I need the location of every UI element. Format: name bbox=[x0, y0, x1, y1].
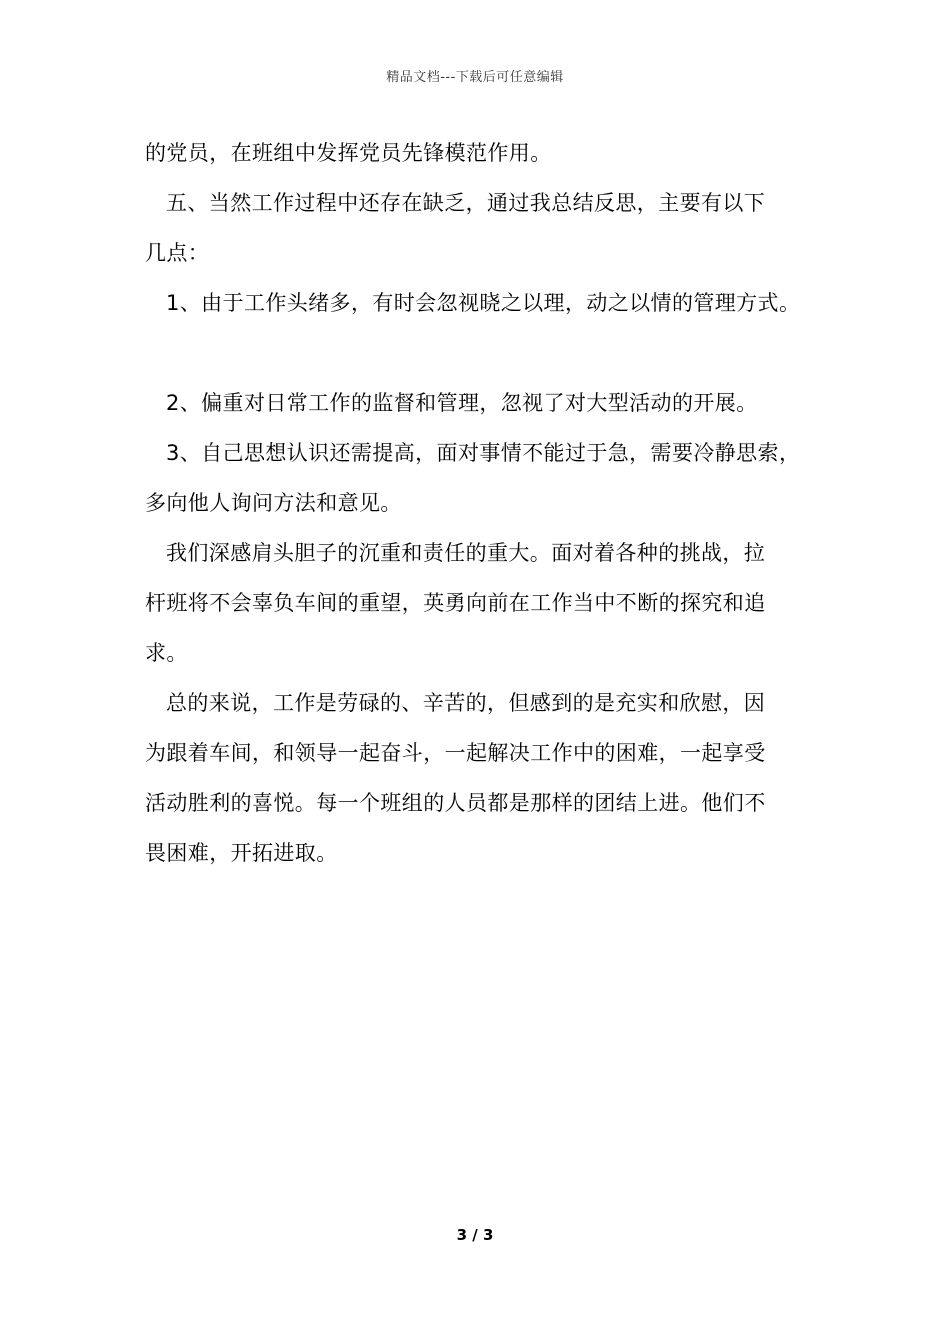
text-line: 的党员，在班组中发挥党员先锋模范作用。 bbox=[145, 141, 552, 165]
page-total: 3 bbox=[482, 1226, 494, 1244]
text-line: 1、由于工作头绪多，有时会忽视晓之以理，动之以情的管理方式。 bbox=[166, 291, 801, 315]
page-separator: / bbox=[472, 1226, 478, 1244]
text-line: 多向他人询问方法和意见。 bbox=[145, 491, 402, 515]
text-line: 求。 bbox=[145, 641, 188, 665]
page-number bbox=[0, 1226, 950, 1244]
document-body bbox=[145, 128, 825, 878]
text-line: 总的来说，工作是劳碌的、辛苦的，但感到的是充实和欣慰，因 bbox=[166, 691, 766, 715]
page-current: 3 bbox=[456, 1226, 468, 1244]
text-line: 杆班将不会辜负车间的重望，英勇向前在工作当中不断的探究和追 bbox=[145, 591, 766, 615]
paragraph-gap bbox=[145, 328, 825, 378]
text-line: 五、当然工作过程中还存在缺乏，通过我总结反思，主要有以下 bbox=[166, 191, 766, 215]
header-text: 精品文档---下载后可任意编辑 bbox=[386, 70, 564, 85]
text-line: 活动胜利的喜悦。每一个班组的人员都是那样的团结上进。他们不 bbox=[145, 791, 766, 815]
text-line: 畏困难，开拓进取。 bbox=[145, 841, 338, 865]
text-line: 几点： bbox=[145, 241, 210, 265]
text-line: 2、偏重对日常工作的监督和管理，忽视了对大型活动的开展。 bbox=[166, 391, 758, 415]
text-line: 我们深感肩头胆子的沉重和责任的重大。面对着各种的挑战，拉 bbox=[166, 541, 766, 565]
page-header bbox=[0, 66, 950, 85]
text-line: 3、自己思想认识还需提高，面对事情不能过于急，需要冷静思索， bbox=[166, 441, 801, 465]
text-line: 为跟着车间，和领导一起奋斗，一起解决工作中的困难，一起享受 bbox=[145, 741, 766, 765]
